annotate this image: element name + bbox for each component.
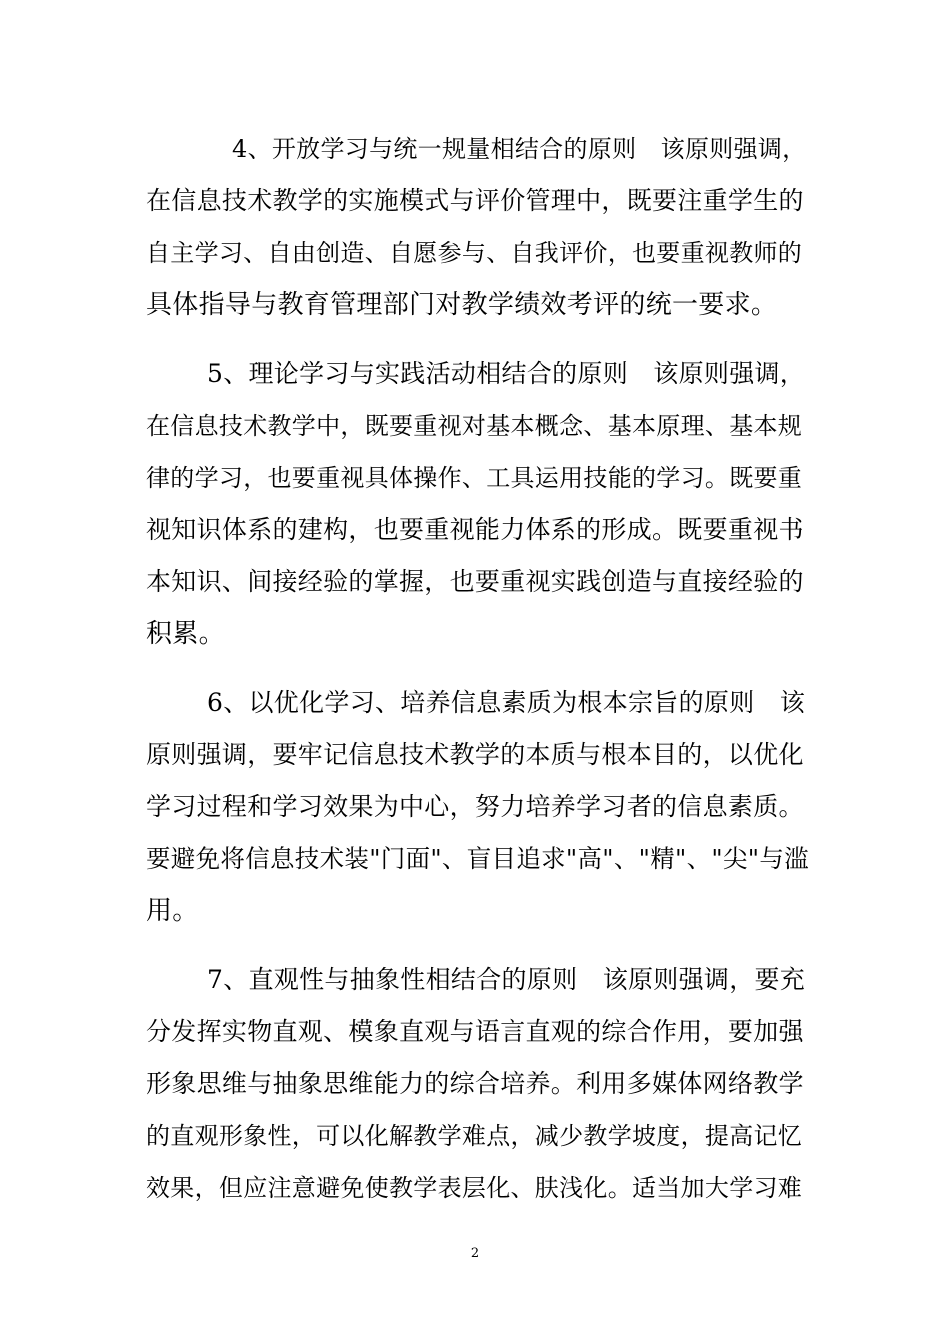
paragraph-4-line-3: 自主学习、自由创造、自愿参与、自我评价，也要重视教师的 — [146, 239, 803, 267]
paragraph-6-line-2: 原则强调，要牢记信息技术教学的本质与根本目的，以优化 — [146, 740, 804, 769]
paragraph-5-line-5: 本知识、间接经验的掌握，也要重视实践创造与直接经验的 — [146, 567, 804, 596]
paragraph-5-line-6: 积累。 — [146, 619, 225, 649]
paragraph-7-line-5: 效果，但应注意避免使教学表层化、肤浅化。适当加大学习难 — [146, 1174, 803, 1202]
paragraph-4-line-4: 具体指导与教育管理部门对教学绩效考评的统一要求。 — [146, 290, 778, 320]
paragraph-4-line-1: 4、开放学习与统一规量相结合的原则 该原则强调， — [232, 135, 807, 163]
paragraph-7-line-3: 形象思维与抽象思维能力的综合培养。利用多媒体网络教学 — [146, 1069, 804, 1098]
page-number: 2 — [470, 1246, 480, 1261]
paragraph-5-line-3: 律的学习，也要重视具体操作、工具运用技能的学习。既要重 — [146, 464, 803, 492]
paragraph-6-line-1: 6、以优化学习、培养信息素质为根本宗旨的原则 该 — [207, 688, 806, 717]
paragraph-5-line-4: 视知识体系的建构，也要重视能力体系的形成。既要重视书 — [146, 515, 804, 544]
paragraph-5-line-1: 5、理论学习与实践活动相结合的原则 该原则强调， — [207, 359, 806, 388]
paragraph-6-line-5: 用。 — [146, 896, 199, 926]
paragraph-4-line-2: 在信息技术教学的实施模式与评价管理中，既要注重学生的 — [146, 186, 804, 215]
paragraph-5-line-2: 在信息技术教学中，既要重视对基本概念、基本原理、基本规 — [146, 412, 803, 440]
paragraph-7-line-1: 7、直观性与抽象性相结合的原则 该原则强调，要充 — [207, 965, 806, 994]
paragraph-7-line-4: 的直观形象性，可以化解教学难点，减少教学坡度，提高记忆 — [146, 1122, 803, 1150]
paragraph-6-line-3: 学习过程和学习效果为中心，努力培养学习者的信息素质。 — [146, 792, 804, 821]
paragraph-6-line-4: 要避免将信息技术装"门面"、盲目追求"高"、"精"、"尖"与滥 — [146, 844, 809, 873]
paragraph-7-line-2: 分发挥实物直观、模象直观与语言直观的综合作用，要加强 — [146, 1017, 804, 1046]
